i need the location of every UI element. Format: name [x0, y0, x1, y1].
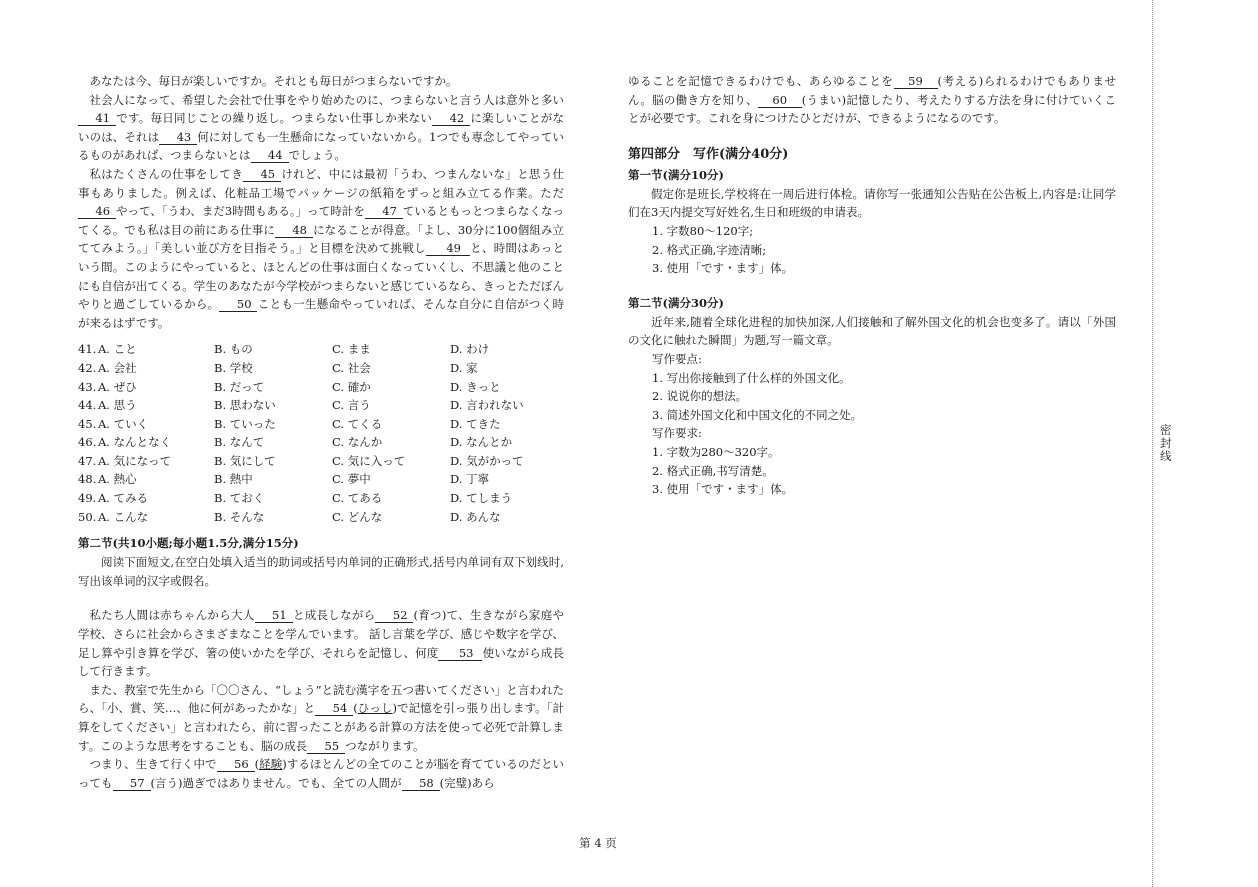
question-number: 50. [78, 509, 97, 524]
requirement: 1. 字数80～120字; [652, 223, 754, 238]
page-number: 第 4 页 [579, 836, 617, 850]
right-column [628, 72, 1116, 499]
question-number: 42. [78, 360, 97, 375]
requirement: 3. 使用「です・ます」体。 [652, 261, 794, 276]
option-d[interactable]: D. 家 [450, 360, 478, 375]
option-a[interactable]: A. こんな [98, 509, 149, 524]
option-a[interactable]: A. ていく [98, 416, 149, 431]
blank-51[interactable]: 51 [255, 608, 293, 623]
text: ( [353, 701, 358, 716]
blank-54[interactable]: 54 [315, 701, 353, 716]
option-d[interactable]: D. てきた [450, 416, 501, 431]
writing-section-1-prompt: 假定你是班长,学校将在一周后进行体检。请你写一张通知公告贴在公告板上,内容是:让同学们在3天内提交写好姓名,生日和班级的申请表。 [628, 186, 1116, 220]
section-2-title: 第二节(共10小题;每小题1.5分,满分15分) [78, 536, 299, 551]
option-b[interactable]: B. 学校 [214, 360, 253, 375]
text: 使いながら成長して行きます。 [78, 645, 565, 679]
option-row [78, 433, 564, 452]
points-label: 写作要点: [652, 351, 702, 366]
option-a[interactable]: A. こと [98, 342, 137, 357]
passage2-paragraph-1 [78, 606, 564, 680]
passage-paragraph-2 [78, 91, 564, 165]
blank-41[interactable]: 41 [78, 111, 116, 126]
option-d[interactable]: D. わけ [450, 342, 490, 357]
text: と成長しながら [292, 608, 376, 623]
option-b[interactable]: B. 熱中 [214, 472, 253, 487]
option-a[interactable]: A. 会社 [98, 360, 137, 375]
text: 私はたくさんの仕事をしてき [89, 166, 244, 181]
requirement: 2. 格式正确,字迹清晰; [652, 242, 767, 257]
text: (育つ)て、生きながら家庭や学校、さらに社会からさまざまなことを学んでいます。 話し言葉を学び、感じや数字を学び、足し算や引き算を学び、箸の使いかたを学び、それらを記憶し、何度 [78, 608, 565, 660]
question-number: 41. [78, 342, 97, 357]
text: また、教室で先生から「〇〇さん、“しょう”と読む漢字を五つ書いてください」と言われたら、「小、賞、笑…、他に何があったかな」と [78, 682, 564, 716]
options-list [78, 340, 564, 526]
blank-44[interactable]: 44 [251, 148, 289, 163]
blank-49[interactable]: 49 [426, 241, 470, 256]
text: ゆることを記憶できるわけでも、あらゆることを [628, 74, 894, 88]
passage2-paragraph-3-continued [628, 72, 1116, 128]
requirement: 1. 字数为280～320字。 [652, 444, 780, 459]
option-c[interactable]: C. 気に入って [332, 453, 406, 468]
text: でしょう。 [288, 148, 346, 163]
underlined-word: 経験 [259, 757, 283, 772]
option-b[interactable]: B. 気にして [214, 453, 276, 468]
question-number: 43. [78, 379, 97, 394]
blank-58[interactable]: 58 [402, 776, 440, 791]
blank-55[interactable]: 55 [307, 739, 345, 754]
writing-section-2-prompt: 近年来,随着全球化进程的加快加深,人们接触和了解外国文化的机会也变多了。请以「外国の文化に触れた瞬間」为题,写一篇文章。 [628, 314, 1116, 348]
text: (うまい)記憶したり、考えたりする方法を身に付けていくことが必要です。これを身につけたひとだけが、できるようになるのです。 [628, 92, 1116, 126]
option-c[interactable]: C. てある [332, 491, 383, 506]
option-row [78, 470, 564, 489]
requirements-label: 写作要求: [652, 426, 702, 441]
text: (考える)られるわけでもありません。脳の働き方を知り、 [628, 74, 1116, 107]
question-number: 46. [78, 435, 97, 450]
writing-section-2-title: 第二节(满分30分) [628, 295, 724, 310]
option-b[interactable]: B. ておく [214, 491, 265, 506]
option-d[interactable]: D. 言われない [450, 398, 524, 413]
writing-section-1-title: 第一节(满分10分) [628, 167, 724, 182]
option-b[interactable]: B. そんな [214, 509, 265, 524]
requirement: 2. 格式正确,书写清楚。 [652, 463, 774, 478]
option-c[interactable]: C. まま [332, 342, 371, 357]
text: ことも一生懸命やっていれば、そんな自分に自信がつく時が来るはずです。 [78, 297, 565, 330]
text: (言う)過ぎではありません。でも、全ての人間が [150, 775, 402, 790]
option-c[interactable]: C. 夢中 [332, 472, 371, 487]
option-b[interactable]: B. もの [214, 342, 253, 357]
option-a[interactable]: A. 気になって [98, 453, 172, 468]
passage-paragraph-3 [78, 165, 564, 332]
option-a[interactable]: A. ぜひ [98, 379, 137, 394]
option-d[interactable]: D. 丁寧 [450, 472, 490, 487]
option-d[interactable]: D. きっと [450, 379, 501, 394]
option-d[interactable]: D. なんとか [450, 435, 513, 450]
blank-56[interactable]: 56 [217, 757, 255, 772]
text: 社会人になって、希望した会社で仕事をやり始めたのに、つまらないと言う人は意外と多い [89, 92, 564, 107]
seal-line-divider [1152, 0, 1153, 887]
text: やって、「うわ、まだ3時間もある。」って時計を [116, 204, 365, 219]
option-a[interactable]: A. てみる [98, 491, 149, 506]
left-column [78, 72, 564, 792]
blank-43[interactable]: 43 [159, 130, 197, 145]
option-row [78, 378, 564, 397]
question-number: 45. [78, 416, 97, 431]
blank-53[interactable]: 53 [438, 646, 482, 661]
question-number: 44. [78, 398, 97, 413]
point: 1. 写出你接触到了什么样的外国文化。 [652, 370, 851, 385]
option-d[interactable]: D. あんな [450, 509, 501, 524]
text: と、時間はあっという間。このようにやっていると、ほとんどの仕事は面白くなっていくし、不思議と他のことにも自信が出てくる。学生のあなたが今学校がつまらないと感じているなら、きっとただぼんやりと過ごしているから。 [78, 241, 565, 312]
blank-60[interactable]: 60 [758, 93, 802, 108]
text: (完璧)あら [439, 775, 495, 790]
option-row [78, 340, 564, 359]
blank-45[interactable]: 45 [243, 167, 281, 182]
text: 私たち人間は赤ちゃんから大人 [89, 608, 255, 623]
option-row [78, 452, 564, 471]
text: つながります。 [345, 738, 425, 753]
requirement: 3. 使用「です・ます」体。 [652, 482, 794, 497]
option-b[interactable]: B. ていった [214, 416, 276, 431]
text: です。毎日同じことの繰り返し。つまらない仕事しか来ない [116, 111, 433, 126]
blank-42[interactable]: 42 [432, 111, 470, 126]
text: けれど、中には最初「うわ、つまんないな」と思う仕事もありました。例えば、化粧品工場でパッケージの紙箱をずっと組み立てる作業。ただ [78, 166, 564, 200]
writing-section-2-points [628, 350, 1116, 499]
option-c[interactable]: C. 言う [332, 398, 371, 413]
option-a[interactable]: A. 熱心 [98, 472, 137, 487]
option-row [78, 396, 564, 415]
option-c[interactable]: C. 確か [332, 379, 371, 394]
blank-57[interactable]: 57 [113, 776, 151, 791]
option-c[interactable]: C. てくる [332, 416, 383, 431]
blank-48[interactable]: 48 [275, 223, 313, 238]
point: 2. 说说你的想法。 [652, 389, 748, 404]
option-row [78, 359, 564, 378]
option-a[interactable]: A. 思う [98, 398, 137, 413]
blank-59[interactable]: 59 [894, 74, 938, 89]
option-c[interactable]: C. どんな [332, 509, 383, 524]
question-number: 49. [78, 491, 97, 506]
option-d[interactable]: D. てしまう [450, 491, 513, 506]
option-row [78, 415, 564, 434]
text: つまり、生きて行く中で [89, 757, 217, 772]
passage-paragraph-1: あなたは今、毎日が楽しいですか。それとも毎日がつまらないですか。 [89, 74, 458, 88]
underlined-word: ひっし [357, 701, 393, 716]
option-c[interactable]: C. なんか [332, 435, 383, 450]
part-4-title: 第四部分 写作(满分40分) [628, 146, 789, 162]
passage2-paragraph-3 [78, 755, 564, 792]
passage2-paragraph-2 [78, 681, 564, 755]
section-2-instructions: 阅读下面短文,在空白处填入适当的助词或括号内单词的正确形式,括号内单词有双下划线时,写出该单词的汉字或假名。 [78, 555, 564, 588]
text: ( [254, 757, 260, 772]
blank-46[interactable]: 46 [78, 204, 116, 219]
text: に楽しいことがないのは、それは [78, 111, 565, 144]
text: 何に対しても一生懸命になっていないから。1つでも専念してやっているものがあれば、つまらないとは [78, 129, 564, 163]
blank-52[interactable]: 52 [375, 608, 413, 623]
question-number: 47. [78, 453, 97, 468]
option-a[interactable]: A. なんとなく [98, 435, 172, 450]
writing-section-1-requirements [628, 222, 1116, 278]
text: )で記憶を引っ張り出します。「計算をしてください」と言われたら、前に習ったことがある計算の方法を使って必死で計算します。このような思考をすることも、脳の成長 [78, 701, 564, 753]
option-b[interactable]: B. だって [214, 379, 265, 394]
blank-47[interactable]: 47 [365, 204, 403, 219]
text: )するほとんどの全てのことが脳を育てているのだといっても [78, 757, 565, 790]
option-d[interactable]: D. 気がかって [450, 453, 524, 468]
option-b[interactable]: B. 思わない [214, 398, 276, 413]
question-number: 48. [78, 472, 97, 487]
text: ているともっとつまらなくなってくる。でも私は目の前にある仕事に [78, 204, 564, 237]
text: になることが得意。「よし、30分に100個組み立ててみよう。」「美しい並び方を目指そう。」と目標を決めて挑戦し [78, 222, 564, 256]
option-b[interactable]: B. なんて [214, 435, 265, 450]
blank-50[interactable]: 50 [219, 297, 257, 312]
point: 3. 简述外国文化和中国文化的不同之处。 [652, 407, 863, 422]
option-c[interactable]: C. 社会 [332, 360, 371, 375]
option-row [78, 489, 564, 508]
option-row [78, 508, 564, 527]
seal-line-label: 密封线 [1160, 423, 1172, 463]
